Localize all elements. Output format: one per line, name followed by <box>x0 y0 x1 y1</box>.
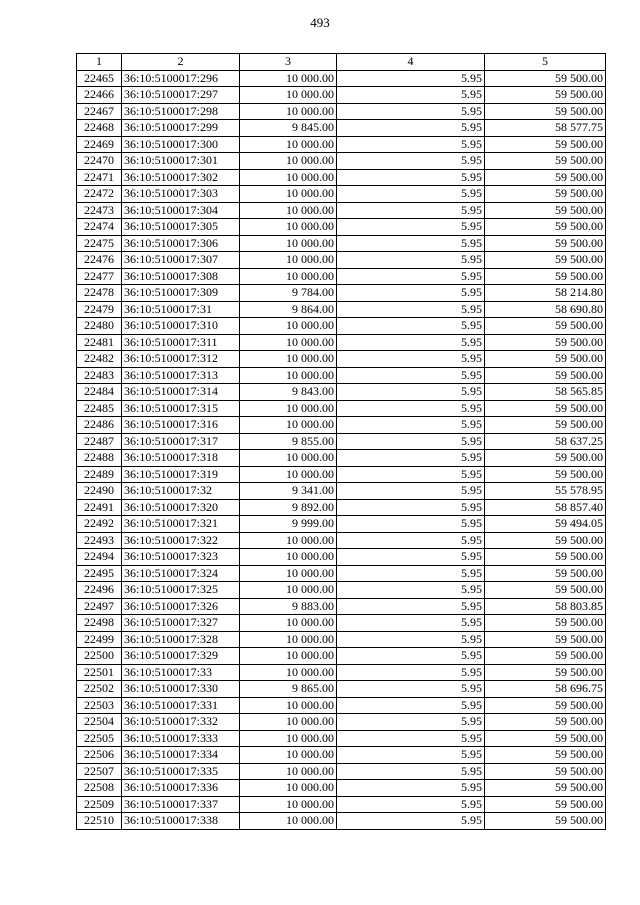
table-cell: 5.95 <box>337 631 485 648</box>
table-cell: 59 500.00 <box>485 565 606 582</box>
table-cell: 36:10:5100017:305 <box>122 219 240 236</box>
table-cell: 36:10:5100017:334 <box>122 747 240 764</box>
table-row <box>77 318 606 335</box>
table-cell: 22466 <box>77 87 122 104</box>
table-cell: 5.95 <box>337 582 485 599</box>
table-cell: 36:10:5100017:297 <box>122 87 240 104</box>
table-cell: 5.95 <box>337 186 485 203</box>
table-row <box>77 417 606 434</box>
column-header: 2 <box>122 54 240 71</box>
table-row <box>77 516 606 533</box>
table-cell: 5.95 <box>337 681 485 698</box>
table-cell: 5.95 <box>337 351 485 368</box>
table-cell: 36:10:5100017:304 <box>122 202 240 219</box>
table-cell: 10 000.00 <box>240 730 337 747</box>
table-cell: 36:10:5100017:329 <box>122 648 240 665</box>
table-cell: 5.95 <box>337 235 485 252</box>
table-cell: 59 500.00 <box>485 202 606 219</box>
table-cell: 5.95 <box>337 153 485 170</box>
table-cell: 59 500.00 <box>485 235 606 252</box>
table-cell: 5.95 <box>337 549 485 566</box>
table-cell: 10 000.00 <box>240 549 337 566</box>
table-row <box>77 549 606 566</box>
table-cell: 5.95 <box>337 664 485 681</box>
table-cell: 9 341.00 <box>240 483 337 500</box>
table-cell: 59 500.00 <box>485 648 606 665</box>
table-cell: 59 500.00 <box>485 219 606 236</box>
table-cell: 36:10:5100017:314 <box>122 384 240 401</box>
table-cell: 58 803.85 <box>485 598 606 615</box>
table-cell: 22507 <box>77 763 122 780</box>
table-cell: 36:10:5100017:313 <box>122 367 240 384</box>
table-cell: 59 500.00 <box>485 252 606 269</box>
table-cell: 5.95 <box>337 813 485 830</box>
table-cell: 9 843.00 <box>240 384 337 401</box>
table-cell: 5.95 <box>337 367 485 384</box>
table-row <box>77 730 606 747</box>
data-table <box>76 53 606 830</box>
table-cell: 10 000.00 <box>240 252 337 269</box>
table-cell: 22490 <box>77 483 122 500</box>
table-cell: 36:10:5100017:328 <box>122 631 240 648</box>
table-cell: 5.95 <box>337 466 485 483</box>
table-cell: 10 000.00 <box>240 813 337 830</box>
table-cell: 22505 <box>77 730 122 747</box>
table-cell: 10 000.00 <box>240 417 337 434</box>
column-header: 4 <box>337 54 485 71</box>
table-cell: 22482 <box>77 351 122 368</box>
table-cell: 10 000.00 <box>240 763 337 780</box>
table-cell: 55 578.95 <box>485 483 606 500</box>
table-cell: 58 637.25 <box>485 433 606 450</box>
table-cell: 59 500.00 <box>485 70 606 87</box>
table-cell: 5.95 <box>337 400 485 417</box>
table-cell: 36:10:5100017:319 <box>122 466 240 483</box>
table-cell: 36:10:5100017:323 <box>122 549 240 566</box>
table-cell: 10 000.00 <box>240 532 337 549</box>
table-cell: 59 500.00 <box>485 153 606 170</box>
table-cell: 5.95 <box>337 384 485 401</box>
table-cell: 36:10:5100017:311 <box>122 334 240 351</box>
page-number: 493 <box>310 15 330 30</box>
table-row <box>77 285 606 302</box>
table-cell: 5.95 <box>337 532 485 549</box>
table-cell: 22476 <box>77 252 122 269</box>
table-cell: 36:10:5100017:302 <box>122 169 240 186</box>
header-row <box>77 54 606 71</box>
table-cell: 22496 <box>77 582 122 599</box>
table-cell: 10 000.00 <box>240 219 337 236</box>
table-cell: 9 784.00 <box>240 285 337 302</box>
table-cell: 10 000.00 <box>240 780 337 797</box>
table-cell: 36:10:5100017:318 <box>122 450 240 467</box>
table-cell: 59 500.00 <box>485 268 606 285</box>
table-cell: 5.95 <box>337 796 485 813</box>
table-cell: 36:10:5100017:306 <box>122 235 240 252</box>
table-cell: 22467 <box>77 103 122 120</box>
table-cell: 36:10:5100017:325 <box>122 582 240 599</box>
table-cell: 22488 <box>77 450 122 467</box>
table-cell: 22469 <box>77 136 122 153</box>
table-row <box>77 747 606 764</box>
table-row <box>77 813 606 830</box>
table-cell: 36:10:5100017:316 <box>122 417 240 434</box>
table-cell: 22465 <box>77 70 122 87</box>
table-cell: 5.95 <box>337 301 485 318</box>
table-cell: 36:10:5100017:299 <box>122 120 240 137</box>
table-cell: 5.95 <box>337 252 485 269</box>
table-row <box>77 153 606 170</box>
table-cell: 10 000.00 <box>240 153 337 170</box>
table-cell: 22487 <box>77 433 122 450</box>
table-cell: 22502 <box>77 681 122 698</box>
table-cell: 5.95 <box>337 433 485 450</box>
table-cell: 36:10:5100017:326 <box>122 598 240 615</box>
table-row <box>77 169 606 186</box>
table-cell: 5.95 <box>337 780 485 797</box>
table-cell: 22504 <box>77 714 122 731</box>
table-cell: 36:10:5100017:322 <box>122 532 240 549</box>
table-row <box>77 70 606 87</box>
table-cell: 22471 <box>77 169 122 186</box>
table-cell: 5.95 <box>337 285 485 302</box>
table-row <box>77 219 606 236</box>
table-body <box>77 70 606 829</box>
table-cell: 36:10:5100017:333 <box>122 730 240 747</box>
table-cell: 58 565.85 <box>485 384 606 401</box>
table-cell: 59 500.00 <box>485 615 606 632</box>
table-cell: 36:10:5100017:301 <box>122 153 240 170</box>
table-cell: 58 577.75 <box>485 120 606 137</box>
table-cell: 9 999.00 <box>240 516 337 533</box>
table-cell: 22508 <box>77 780 122 797</box>
table-cell: 59 500.00 <box>485 631 606 648</box>
table-row <box>77 252 606 269</box>
table-cell: 5.95 <box>337 763 485 780</box>
table-cell: 22481 <box>77 334 122 351</box>
table-cell: 10 000.00 <box>240 631 337 648</box>
table-row <box>77 664 606 681</box>
table-cell: 22485 <box>77 400 122 417</box>
table-row <box>77 120 606 137</box>
table-cell: 5.95 <box>337 450 485 467</box>
table-cell: 22499 <box>77 631 122 648</box>
table-row <box>77 466 606 483</box>
table-cell: 10 000.00 <box>240 697 337 714</box>
table-cell: 10 000.00 <box>240 235 337 252</box>
table-cell: 36:10:5100017:31 <box>122 301 240 318</box>
table-cell: 58 696.75 <box>485 681 606 698</box>
table-cell: 10 000.00 <box>240 714 337 731</box>
table-row <box>77 433 606 450</box>
table-cell: 36:10:5100017:336 <box>122 780 240 797</box>
table-row <box>77 565 606 582</box>
table-row <box>77 136 606 153</box>
table-cell: 58 214.80 <box>485 285 606 302</box>
table-cell: 36:10:5100017:317 <box>122 433 240 450</box>
table-row <box>77 796 606 813</box>
column-header: 3 <box>240 54 337 71</box>
table-cell: 36:10:5100017:308 <box>122 268 240 285</box>
table-cell: 5.95 <box>337 318 485 335</box>
table-cell: 59 500.00 <box>485 697 606 714</box>
table-row <box>77 532 606 549</box>
table-cell: 22494 <box>77 549 122 566</box>
table-row <box>77 780 606 797</box>
table-cell: 36:10:5100017:338 <box>122 813 240 830</box>
table-cell: 59 500.00 <box>485 87 606 104</box>
table-cell: 36:10:5100017:330 <box>122 681 240 698</box>
table-cell: 58 690.80 <box>485 301 606 318</box>
table-cell: 10 000.00 <box>240 466 337 483</box>
table-cell: 5.95 <box>337 499 485 516</box>
table-cell: 10 000.00 <box>240 664 337 681</box>
table-cell: 59 500.00 <box>485 664 606 681</box>
table-cell: 22495 <box>77 565 122 582</box>
table-cell: 36:10:5100017:321 <box>122 516 240 533</box>
table-cell: 59 494.05 <box>485 516 606 533</box>
table-cell: 22473 <box>77 202 122 219</box>
table-cell: 5.95 <box>337 730 485 747</box>
table-cell: 9 864.00 <box>240 301 337 318</box>
table-cell: 5.95 <box>337 747 485 764</box>
table-row <box>77 186 606 203</box>
table-row <box>77 384 606 401</box>
table-cell: 22480 <box>77 318 122 335</box>
table-cell: 22489 <box>77 466 122 483</box>
table-cell: 5.95 <box>337 697 485 714</box>
table-cell: 22472 <box>77 186 122 203</box>
table-cell: 9 855.00 <box>240 433 337 450</box>
table-cell: 59 500.00 <box>485 747 606 764</box>
table-row <box>77 483 606 500</box>
table-cell: 59 500.00 <box>485 334 606 351</box>
table-cell: 22497 <box>77 598 122 615</box>
table-cell: 36:10:5100017:331 <box>122 697 240 714</box>
table-row <box>77 450 606 467</box>
table-cell: 5.95 <box>337 714 485 731</box>
table-cell: 22493 <box>77 532 122 549</box>
table-cell: 59 500.00 <box>485 532 606 549</box>
table-cell: 36:10:5100017:315 <box>122 400 240 417</box>
table-cell: 59 500.00 <box>485 351 606 368</box>
table-cell: 36:10:5100017:303 <box>122 186 240 203</box>
table-cell: 36:10:5100017:32 <box>122 483 240 500</box>
table-row <box>77 648 606 665</box>
table-cell: 5.95 <box>337 516 485 533</box>
table-cell: 58 857.40 <box>485 499 606 516</box>
table-row <box>77 334 606 351</box>
table-cell: 22470 <box>77 153 122 170</box>
table-cell: 22506 <box>77 747 122 764</box>
table-cell: 59 500.00 <box>485 136 606 153</box>
table-cell: 22486 <box>77 417 122 434</box>
table-cell: 59 500.00 <box>485 549 606 566</box>
table-cell: 59 500.00 <box>485 318 606 335</box>
table-cell: 22484 <box>77 384 122 401</box>
table-cell: 5.95 <box>337 169 485 186</box>
table-cell: 59 500.00 <box>485 450 606 467</box>
table-row <box>77 697 606 714</box>
table-cell: 5.95 <box>337 219 485 236</box>
table-cell: 10 000.00 <box>240 186 337 203</box>
table-cell: 22478 <box>77 285 122 302</box>
table-row <box>77 202 606 219</box>
table-cell: 22483 <box>77 367 122 384</box>
table-cell: 22498 <box>77 615 122 632</box>
table-row <box>77 615 606 632</box>
table-cell: 10 000.00 <box>240 400 337 417</box>
table-cell: 5.95 <box>337 202 485 219</box>
table-cell: 10 000.00 <box>240 318 337 335</box>
table-cell: 5.95 <box>337 103 485 120</box>
table-cell: 5.95 <box>337 615 485 632</box>
table-cell: 10 000.00 <box>240 648 337 665</box>
table-cell: 10 000.00 <box>240 103 337 120</box>
table-cell: 36:10:5100017:298 <box>122 103 240 120</box>
table-row <box>77 87 606 104</box>
table-cell: 36:10:5100017:310 <box>122 318 240 335</box>
table-cell: 36:10:5100017:324 <box>122 565 240 582</box>
table-cell: 5.95 <box>337 268 485 285</box>
table-row <box>77 268 606 285</box>
table-cell: 36:10:5100017:33 <box>122 664 240 681</box>
table-cell: 5.95 <box>337 648 485 665</box>
table-cell: 10 000.00 <box>240 582 337 599</box>
table-cell: 22509 <box>77 796 122 813</box>
table-cell: 22474 <box>77 219 122 236</box>
table-cell: 10 000.00 <box>240 202 337 219</box>
table-cell: 5.95 <box>337 417 485 434</box>
table-cell: 22491 <box>77 499 122 516</box>
table-cell: 22510 <box>77 813 122 830</box>
table-cell: 22477 <box>77 268 122 285</box>
table-cell: 59 500.00 <box>485 780 606 797</box>
table-cell: 36:10:5100017:337 <box>122 796 240 813</box>
column-header: 5 <box>485 54 606 71</box>
table-row <box>77 103 606 120</box>
table-cell: 10 000.00 <box>240 747 337 764</box>
table-cell: 22468 <box>77 120 122 137</box>
table-row <box>77 367 606 384</box>
table-cell: 59 500.00 <box>485 763 606 780</box>
table-cell: 10 000.00 <box>240 615 337 632</box>
table-cell: 10 000.00 <box>240 796 337 813</box>
table-cell: 22479 <box>77 301 122 318</box>
table-cell: 5.95 <box>337 87 485 104</box>
table-cell: 22501 <box>77 664 122 681</box>
table-cell: 10 000.00 <box>240 136 337 153</box>
table-cell: 36:10:5100017:309 <box>122 285 240 302</box>
table-cell: 36:10:5100017:312 <box>122 351 240 368</box>
table-cell: 22492 <box>77 516 122 533</box>
table-cell: 10 000.00 <box>240 334 337 351</box>
table-cell: 9 865.00 <box>240 681 337 698</box>
table-cell: 59 500.00 <box>485 466 606 483</box>
table-cell: 5.95 <box>337 334 485 351</box>
table-row <box>77 400 606 417</box>
table-cell: 22475 <box>77 235 122 252</box>
table-cell: 5.95 <box>337 120 485 137</box>
table-cell: 36:10:5100017:332 <box>122 714 240 731</box>
table-cell: 59 500.00 <box>485 400 606 417</box>
table-cell: 59 500.00 <box>485 417 606 434</box>
table-cell: 5.95 <box>337 136 485 153</box>
table-cell: 5.95 <box>337 598 485 615</box>
table-row <box>77 631 606 648</box>
table-cell: 36:10:5100017:296 <box>122 70 240 87</box>
table-cell: 59 500.00 <box>485 169 606 186</box>
table-cell: 10 000.00 <box>240 70 337 87</box>
table-cell: 10 000.00 <box>240 268 337 285</box>
table-cell: 36:10:5100017:320 <box>122 499 240 516</box>
table-cell: 36:10:5100017:327 <box>122 615 240 632</box>
table-cell: 59 500.00 <box>485 796 606 813</box>
table-cell: 5.95 <box>337 70 485 87</box>
table-cell: 9 883.00 <box>240 598 337 615</box>
table-cell: 36:10:5100017:335 <box>122 763 240 780</box>
table-row <box>77 681 606 698</box>
table-cell: 10 000.00 <box>240 367 337 384</box>
table-cell: 10 000.00 <box>240 87 337 104</box>
table-row <box>77 598 606 615</box>
table-row <box>77 763 606 780</box>
table-cell: 10 000.00 <box>240 565 337 582</box>
table-row <box>77 714 606 731</box>
table-cell: 59 500.00 <box>485 103 606 120</box>
table-row <box>77 499 606 516</box>
table-cell: 59 500.00 <box>485 730 606 747</box>
table-cell: 59 500.00 <box>485 582 606 599</box>
table-cell: 59 500.00 <box>485 813 606 830</box>
table-row <box>77 582 606 599</box>
table-cell: 10 000.00 <box>240 450 337 467</box>
table-cell: 10 000.00 <box>240 169 337 186</box>
table-row <box>77 351 606 368</box>
table-cell: 5.95 <box>337 483 485 500</box>
table-cell: 9 892.00 <box>240 499 337 516</box>
table-cell: 36:10:5100017:307 <box>122 252 240 269</box>
table-cell: 59 500.00 <box>485 186 606 203</box>
table-cell: 22503 <box>77 697 122 714</box>
table-cell: 5.95 <box>337 565 485 582</box>
table-cell: 9 845.00 <box>240 120 337 137</box>
table-cell: 59 500.00 <box>485 714 606 731</box>
table-row <box>77 235 606 252</box>
table-cell: 22500 <box>77 648 122 665</box>
table-cell: 10 000.00 <box>240 351 337 368</box>
column-header: 1 <box>77 54 122 71</box>
table-cell: 36:10:5100017:300 <box>122 136 240 153</box>
table-row <box>77 301 606 318</box>
table-cell: 59 500.00 <box>485 367 606 384</box>
